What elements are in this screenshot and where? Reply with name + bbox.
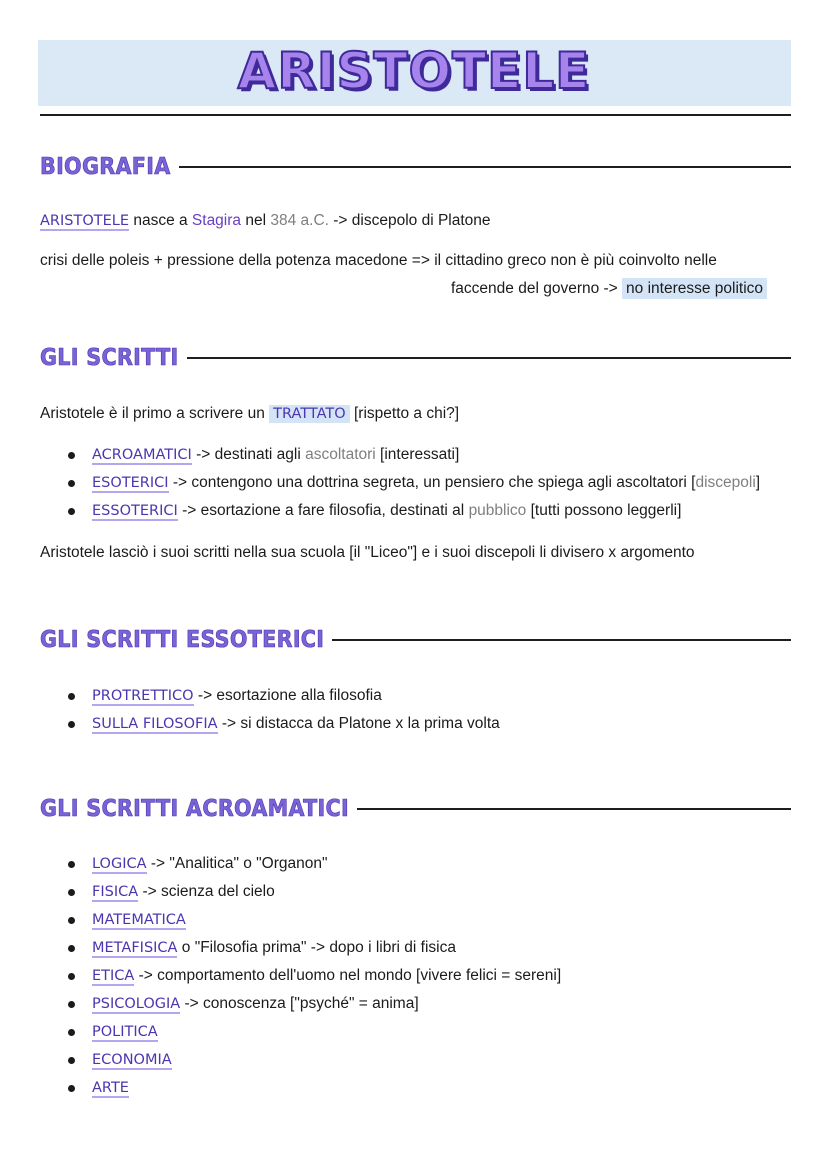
heading-text: GLI SCRITTI (40, 345, 179, 371)
acroamatici-list (40, 850, 561, 1102)
text: o "Filosofia prima" -> dopo i libri di fisica (177, 939, 456, 956)
text: -> contengono una dottrina segreta, un pensiero che spiega agli ascoltatori [ (168, 474, 696, 491)
list-item (40, 906, 561, 934)
keyword: SULLA FILOSOFIA (92, 716, 218, 732)
text: -> esortazione alla filosofia (193, 687, 382, 704)
keyword-highlight: TRATTATO (269, 405, 350, 423)
bio-line-3 (451, 279, 767, 299)
scritti-intro (40, 404, 459, 424)
text: [rispetto a chi?] (349, 405, 460, 422)
list-item (40, 962, 561, 990)
list-item (40, 990, 561, 1018)
heading-text: BIOGRAFIA (40, 154, 171, 180)
list-item (40, 682, 500, 710)
text: ] (755, 474, 761, 491)
scritti-closing: Aristotele lasciò i suoi scritti nella sua scuola [il "Liceo"] e i suoi discepoli li divisero x argomento (40, 544, 695, 561)
bio-line-1 (40, 211, 491, 231)
list-item (40, 934, 561, 962)
list-item (40, 469, 760, 497)
text: -> "Analitica" o "Organon" (146, 855, 328, 872)
list-item (40, 1046, 561, 1074)
heading-rule (357, 808, 791, 810)
heading-rule (332, 639, 791, 641)
text: -> destinati agli (191, 446, 306, 463)
keyword: FISICA (92, 884, 139, 900)
text: faccende del governo -> (451, 280, 623, 297)
heading-text: GLI SCRITTI ACROAMATICI (40, 796, 349, 822)
grey-text: pubblico (468, 502, 527, 519)
heading-rule (187, 357, 791, 359)
bio-line-2: crisi delle poleis + pressione della potenza macedone => il cittadino greco non è più coinvolto nelle (40, 252, 717, 269)
keyword: LOGICA (92, 856, 147, 872)
title-divider (40, 114, 791, 116)
heading-text: GLI SCRITTI ESSOTERICI (40, 627, 325, 653)
text: -> scienza del cielo (138, 883, 275, 900)
place: Stagira (191, 212, 242, 229)
keyword: MATEMATICA (92, 912, 186, 928)
list-item (40, 441, 760, 469)
year: 384 a.C. (270, 212, 329, 229)
grey-text: discepoli (695, 474, 756, 491)
keyword: ARTE (92, 1080, 129, 1096)
list-item (40, 710, 500, 738)
section-heading-biografia (40, 154, 791, 180)
keyword: METAFISICA (92, 940, 178, 956)
text: [interessati] (375, 446, 460, 463)
grey-text: ascoltatori (305, 446, 376, 463)
text: nel (241, 212, 271, 229)
highlight: no interesse politico (622, 278, 767, 299)
scritti-list (40, 441, 760, 525)
section-heading-essoterici (40, 627, 791, 653)
text: -> esortazione a fare filosofia, destinati al (177, 502, 469, 519)
keyword: POLITICA (92, 1024, 158, 1040)
keyword: ESOTERICI (92, 475, 169, 491)
list-item (40, 497, 760, 525)
section-heading-acroamatici (40, 796, 791, 822)
keyword: PSICOLOGIA (92, 996, 181, 1012)
list-item (40, 850, 561, 878)
keyword: ACROAMATICI (92, 447, 192, 463)
list-item (40, 1074, 561, 1102)
text: [tutti possono leggerli] (526, 502, 682, 519)
essoterici-list (40, 682, 500, 738)
text: -> conoscenza ["psyché" = anima] (180, 995, 419, 1012)
list-item (40, 878, 561, 906)
keyword: ECONOMIA (92, 1052, 172, 1068)
keyword: PROTRETTICO (92, 688, 194, 704)
text: nasce a (129, 212, 192, 229)
section-heading-scritti (40, 345, 791, 371)
keyword: ETICA (92, 968, 135, 984)
heading-rule (179, 166, 791, 168)
list-item (40, 1018, 561, 1046)
keyword: ARISTOTELE (40, 213, 130, 229)
text: -> si distacca da Platone x la prima volta (217, 715, 500, 732)
text: Aristotele è il primo a scrivere un (40, 405, 270, 422)
text: -> discepolo di Platone (328, 212, 491, 229)
page-title: ARISTOTELE (237, 42, 591, 100)
keyword: ESSOTERICI (92, 503, 178, 519)
text: -> comportamento dell'uomo nel mondo [vivere felici = sereni] (134, 967, 562, 984)
